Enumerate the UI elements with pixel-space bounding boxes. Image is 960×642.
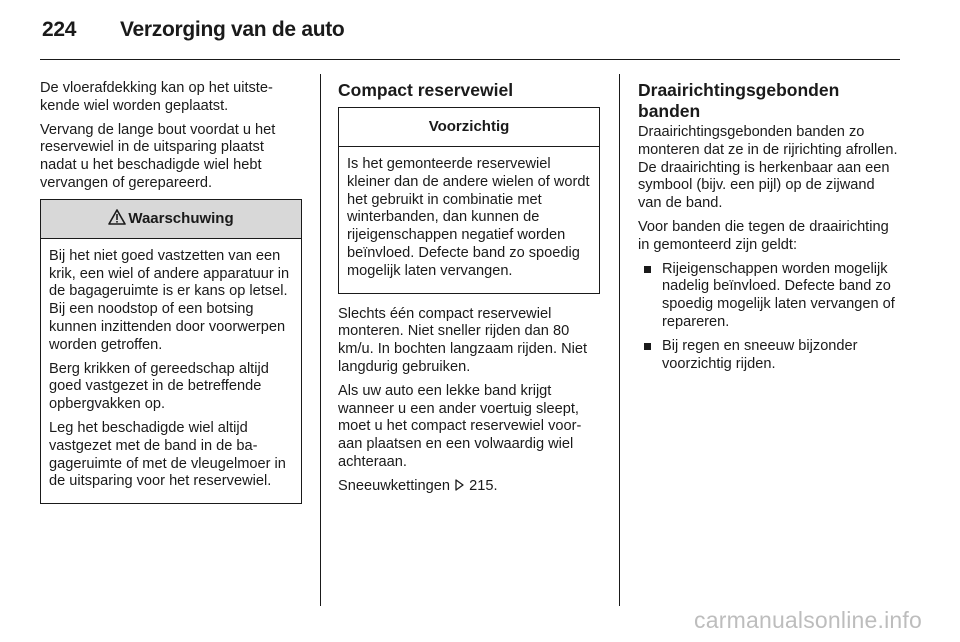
watermark: carmanualsonline.info [694, 607, 922, 633]
caution-paragraph-1: Is het gemonteerde reservewiel kleiner dan de andere wielen of wordt het gebruikt in combinatie met winterbanden, dan kunnen de rijeigenschappen negatief worden beïnvloed. Defecte band zo spoedig mogelijk laten vervangen. [347, 156, 590, 279]
warning-triangle-icon [108, 209, 126, 225]
compact-spare-heading: Compact reservewiel [338, 80, 514, 100]
column-3 [638, 80, 900, 379]
bullet-square-icon [644, 343, 651, 350]
caution-box-header [339, 108, 599, 147]
col1-paragraph-1: De vloerafdekking kan op het uitstekende wiel worden geplaatst. [40, 80, 273, 114]
bullet-square-icon [644, 266, 651, 273]
col2-paragraph-3 [338, 478, 600, 496]
warning-box-title: Waarschuwing [128, 209, 234, 227]
caution-box-title: Voorzichtig [428, 118, 510, 135]
warning-box-header [41, 200, 301, 239]
list-item [638, 261, 900, 332]
header-rule [40, 59, 900, 60]
list-item [638, 338, 900, 374]
page-reference-arrow-icon [455, 479, 464, 491]
warning-paragraph-3: Leg het beschadigde wiel altijd vastgezet met de band in de bagageruimte of met de vleugelmoer in de uitsparing voor het reservewiel. [49, 419, 286, 490]
column-divider-1 [320, 74, 321, 606]
column-1 [40, 80, 302, 504]
column-divider-2 [619, 74, 620, 606]
warning-box [40, 199, 302, 504]
col2-paragraph-1: Slechts één compact reservewiel monteren. Niet sneller rijden dan 80 km/u. In bochten langzaam rijden. Niet langdurig gebruiken. [338, 305, 588, 375]
warning-paragraph-2: Berg krikken of gereedschap altijd goed vastgezet in de betreffende opbergvakken op. [49, 360, 269, 413]
directional-tyres-heading: Draairichtingsgebonden banden [638, 80, 840, 121]
caution-box-body [339, 147, 599, 293]
caution-box [338, 107, 600, 294]
bullet-text: Rijeigenschappen worden mogelijk nadelig beïnvloed. Defecte band zo spoedig mogelijk laten vervangen of repareren. [662, 260, 895, 330]
col1-paragraph-2: Vervang de lange bout voordat u het reservewiel in de uitsparing plaatst nadat u het beschadigde wiel hebt vervangen of gerepareerd. [40, 121, 276, 191]
bullet-text: Bij regen en sneeuw bijzonder voorzichtig rijden. [662, 337, 858, 372]
col3-paragraph-2: Voor banden die tegen de draairichting in gemonteerd zijn geldt: [638, 218, 889, 253]
bullet-list [638, 261, 900, 374]
page-title: Verzorging van de auto [120, 18, 345, 41]
col3-paragraph-1: Draairichtingsgebonden banden zo monteren dat ze in de rijrichting afrollen. De draairichting is herkenbaar aan een symbool (bijv. een pijl) op de zijwand van de band. [638, 124, 898, 212]
page-number: 224 [42, 18, 77, 41]
warning-paragraph-1: Bij het niet goed vastzetten van een krik, een wiel of andere apparatuur in de bagageruimte is er kans op letsel. Bij een noodstop of een botsing kunnen inzittenden door voorwerpen worden getroffen. [49, 247, 290, 353]
snow-chains-text: Sneeuwkettingen [338, 477, 450, 494]
snow-chains-page-ref[interactable]: 215. [469, 477, 498, 494]
column-2 [338, 80, 600, 502]
warning-box-body [41, 239, 301, 503]
page-header [42, 18, 344, 48]
col2-paragraph-2: Als uw auto een lekke band krijgt wanneer u een ander voertuig sleept, moet u het compact reservewiel vooraan plaatsen en een volwaardig wiel achteraan. [338, 382, 582, 470]
